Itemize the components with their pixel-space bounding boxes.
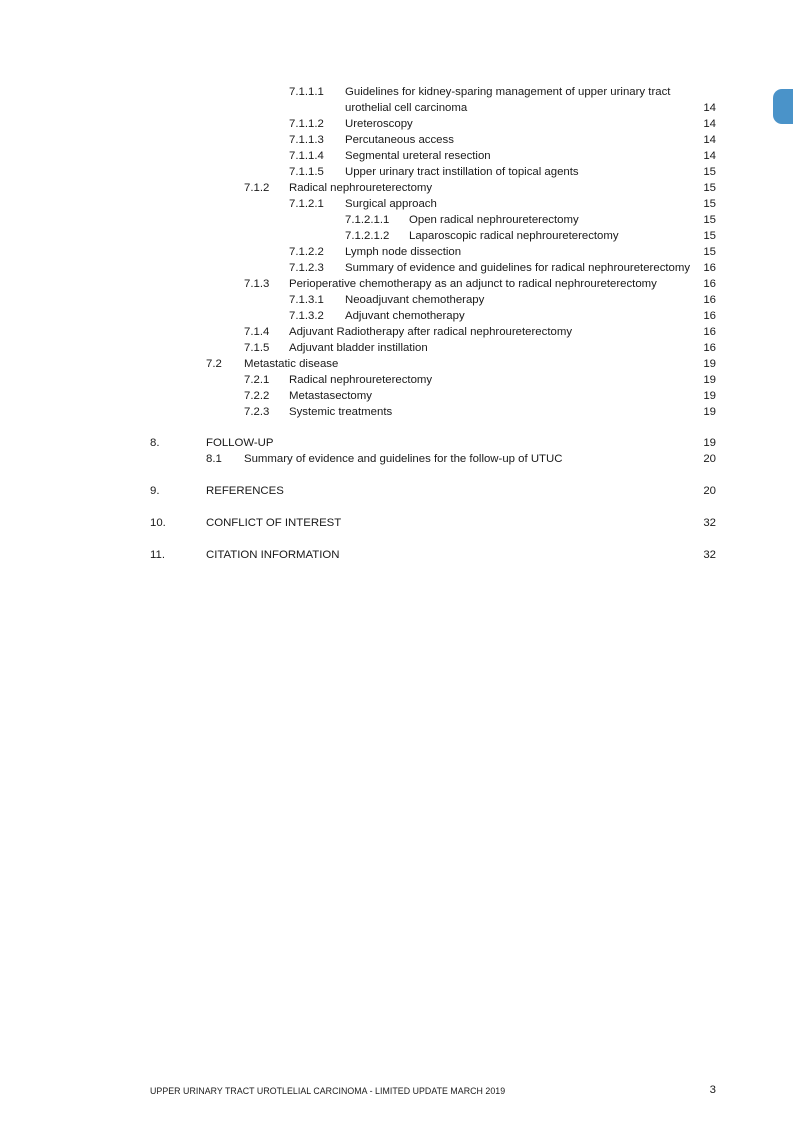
- toc-title: Radical nephroureterectomy: [289, 374, 433, 386]
- toc-number: 7.1.2.1: [289, 198, 324, 210]
- toc-entry[interactable]: [0, 292, 793, 308]
- toc-title: FOLLOW-UP: [206, 437, 274, 449]
- toc-entry[interactable]: [0, 244, 793, 260]
- toc-number: 7.2: [206, 358, 222, 370]
- toc-entry[interactable]: [0, 451, 793, 467]
- toc-title: Metastasectomy: [289, 390, 372, 402]
- toc-entry[interactable]: [0, 116, 793, 132]
- toc-entry[interactable]: [0, 276, 793, 292]
- toc-entry[interactable]: [0, 547, 793, 563]
- toc-title: Neoadjuvant chemotherapy: [345, 294, 485, 306]
- toc-page: 20: [703, 453, 716, 465]
- toc-entry[interactable]: [0, 260, 793, 276]
- toc-entry[interactable]: [0, 356, 793, 372]
- toc-number: 7.1.1.2: [289, 118, 324, 130]
- toc-entry[interactable]: [0, 196, 793, 212]
- toc-number: 7.1.2.1.1: [345, 214, 390, 226]
- toc-number: 7.1.4: [244, 326, 270, 338]
- toc-entry[interactable]: [0, 308, 793, 324]
- toc-entry[interactable]: [0, 324, 793, 340]
- toc-entry[interactable]: [0, 228, 793, 244]
- page-footer-title: UPPER URINARY TRACT UROTLELIAL CARCINOMA - LIMITED UPDATE MARCH 2019: [150, 1086, 506, 1096]
- toc-number: 7.1.2: [244, 182, 270, 194]
- toc-page: 14: [703, 134, 716, 146]
- toc-number: 8.1: [206, 453, 222, 465]
- toc-title: Radical nephroureterectomy: [289, 182, 433, 194]
- toc-entry[interactable]: [0, 148, 793, 164]
- toc-title: Perioperative chemotherapy as an adjunct to radical nephroureterectomy: [289, 278, 657, 290]
- toc-page: 15: [703, 166, 716, 178]
- toc-page: 14: [703, 118, 716, 130]
- toc-page: 15: [703, 214, 716, 226]
- toc-page: 14: [703, 102, 716, 114]
- toc-page: 19: [703, 390, 716, 402]
- toc-page: 16: [703, 342, 716, 354]
- toc-number: 7.1.2.2: [289, 246, 324, 258]
- toc-page: 19: [703, 406, 716, 418]
- toc-title-continued: urothelial cell carcinoma: [345, 102, 468, 114]
- toc-number: 7.1.3.1: [289, 294, 324, 306]
- toc-entry[interactable]: [0, 435, 793, 451]
- toc-title: Open radical nephroureterectomy: [409, 214, 579, 226]
- toc-number: 7.2.2: [244, 390, 270, 402]
- toc-title: Summary of evidence and guidelines for radical nephroureterectomy: [345, 262, 691, 274]
- toc-page: 16: [703, 326, 716, 338]
- toc-number: 7.1.3.2: [289, 310, 324, 322]
- toc-title: Systemic treatments: [289, 406, 393, 418]
- toc-page: 32: [703, 549, 716, 561]
- toc-entry[interactable]: [0, 84, 793, 100]
- toc-page: 19: [703, 374, 716, 386]
- toc-number: 7.1.1.5: [289, 166, 324, 178]
- toc-number: 11.: [150, 549, 165, 561]
- toc-number: 10.: [150, 517, 166, 529]
- toc-page: 14: [703, 150, 716, 162]
- page-number: 3: [709, 1084, 716, 1096]
- toc-page: 19: [703, 358, 716, 370]
- toc-title: Summary of evidence and guidelines for the follow-up of UTUC: [244, 453, 563, 465]
- toc-entry[interactable]: [0, 372, 793, 388]
- toc-title: Guidelines for kidney-sparing management of upper urinary tract: [345, 86, 671, 98]
- toc-page: 16: [703, 278, 716, 290]
- toc-page: 15: [703, 246, 716, 258]
- toc-number: 7.1.3: [244, 278, 270, 290]
- toc-entry-continuation[interactable]: [0, 100, 793, 116]
- toc-title: Segmental ureteral resection: [345, 150, 491, 162]
- toc-title: Adjuvant chemotherapy: [345, 310, 465, 322]
- toc-entry[interactable]: [0, 132, 793, 148]
- toc-title: Lymph node dissection: [345, 246, 462, 258]
- toc-entry[interactable]: [0, 388, 793, 404]
- toc-page: 15: [703, 198, 716, 210]
- toc-number: 7.1.1.4: [289, 150, 324, 162]
- toc-page: 16: [703, 262, 716, 274]
- table-of-contents: [0, 84, 793, 563]
- toc-entry[interactable]: [0, 515, 793, 531]
- toc-number: 7.2.3: [244, 406, 270, 418]
- toc-page: 19: [703, 437, 716, 449]
- toc-number: 7.2.1: [244, 374, 270, 386]
- toc-title: Metastatic disease: [244, 358, 339, 370]
- toc-title: Laparoscopic radical nephroureterectomy: [409, 230, 619, 242]
- toc-number: 8.: [150, 437, 160, 449]
- toc-page: 16: [703, 310, 716, 322]
- toc-page: 15: [703, 230, 716, 242]
- toc-entry[interactable]: [0, 404, 793, 420]
- toc-page: 15: [703, 182, 716, 194]
- toc-entry[interactable]: [0, 483, 793, 499]
- toc-entry[interactable]: [0, 164, 793, 180]
- toc-entry[interactable]: [0, 340, 793, 356]
- toc-entry[interactable]: [0, 180, 793, 196]
- toc-title: Ureteroscopy: [345, 118, 413, 130]
- toc-number: 9.: [150, 485, 160, 497]
- toc-page: 32: [703, 517, 716, 529]
- toc-title: CITATION INFORMATION: [206, 549, 340, 561]
- toc-page: 16: [703, 294, 716, 306]
- toc-title: Percutaneous access: [345, 134, 454, 146]
- toc-title: REFERENCES: [206, 485, 284, 497]
- toc-title: Surgical approach: [345, 198, 437, 210]
- toc-title: Adjuvant Radiotherapy after radical nephroureterectomy: [289, 326, 573, 338]
- toc-number: 7.1.2.1.2: [345, 230, 390, 242]
- toc-title: Upper urinary tract instillation of topical agents: [345, 166, 579, 178]
- toc-number: 7.1.1.1: [289, 86, 324, 98]
- toc-number: 7.1.5: [244, 342, 270, 354]
- toc-entry[interactable]: [0, 212, 793, 228]
- toc-title: Adjuvant bladder instillation: [289, 342, 428, 354]
- toc-page: 20: [703, 485, 716, 497]
- toc-title: CONFLICT OF INTEREST: [206, 517, 342, 529]
- toc-number: 7.1.1.3: [289, 134, 324, 146]
- toc-number: 7.1.2.3: [289, 262, 324, 274]
